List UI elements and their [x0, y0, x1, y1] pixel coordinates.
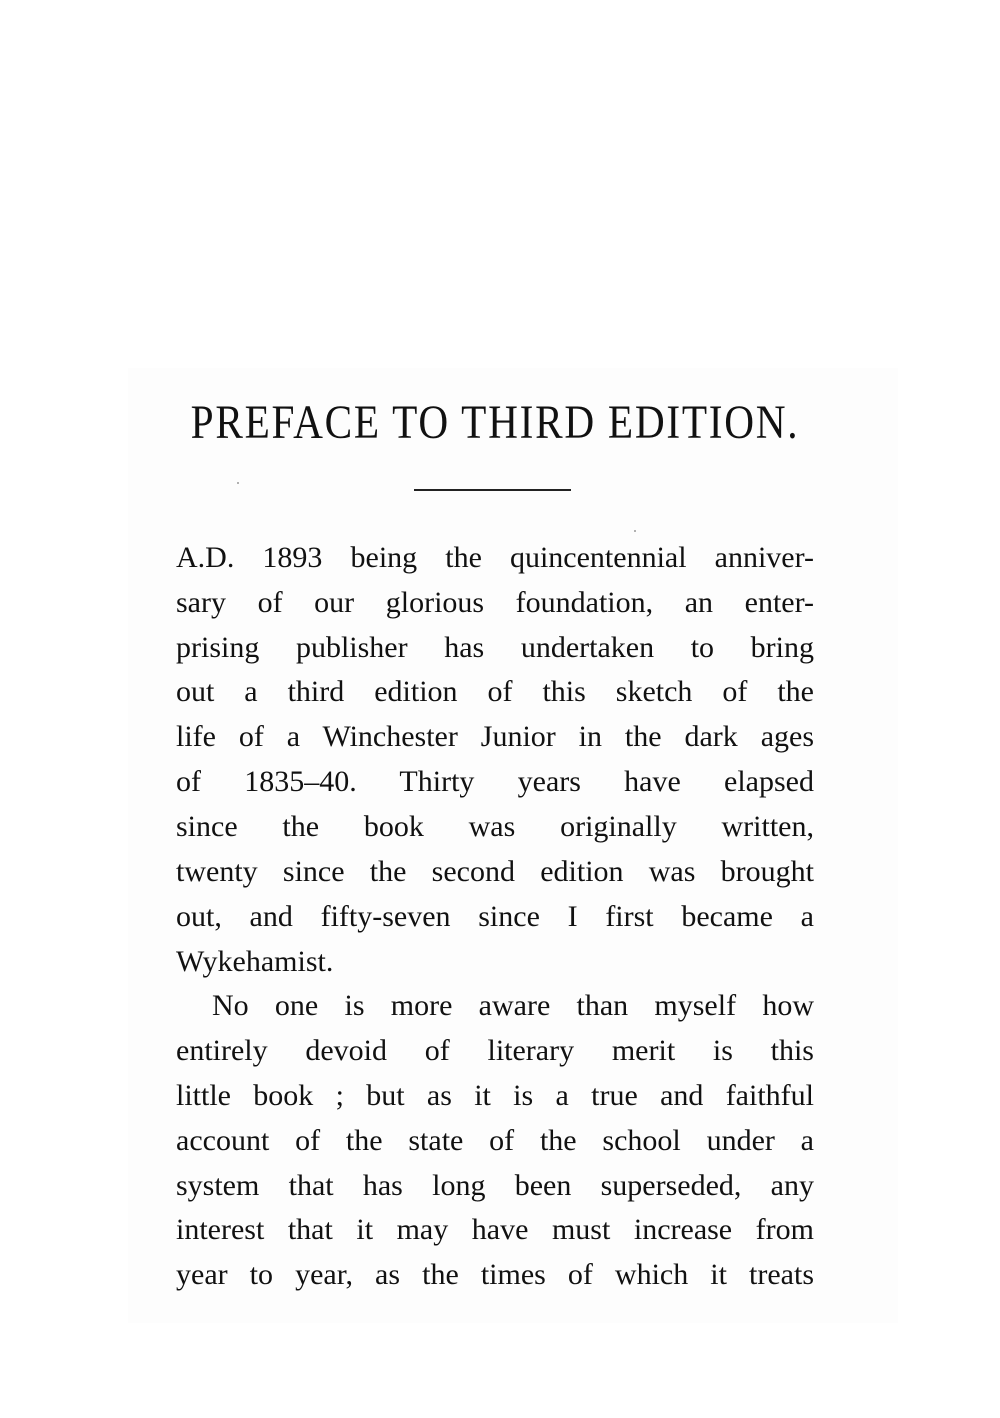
- paragraph-2-line-3: little book ; but as it is a true and faithful: [176, 1079, 814, 1112]
- paragraph-2-line-7: year to year, as the times of which it treats: [176, 1258, 814, 1291]
- paragraph-2-line-1: No one is more aware than myself how: [212, 989, 814, 1022]
- paragraph-2-line-5: system that has long been superseded, any: [176, 1169, 814, 1202]
- paragraph-1-line-5: life of a Winchester Junior in the dark ages: [176, 720, 814, 753]
- paragraph-2-line-2: entirely devoid of literary merit is this: [176, 1034, 814, 1067]
- paragraph-2-line-6: interest that it may have must increase from: [176, 1213, 814, 1246]
- date-abbreviation: A.D.: [176, 541, 235, 574]
- paragraph-1-line-10: Wykehamist.: [176, 945, 334, 978]
- paragraph-1-line-9: out, and fifty-seven since I first became a: [176, 900, 814, 933]
- paragraph-1-line-3: prising publisher has undertaken to bring: [176, 631, 814, 664]
- paragraph-1-line-6: of 1835–40. Thirty years have elapsed: [176, 765, 814, 798]
- paragraph-1-line-1: [176, 536, 814, 580]
- paragraph-1-line-4: out a third edition of this sketch of the: [176, 675, 814, 708]
- scan-speck: [634, 530, 636, 532]
- paragraph-2-line-4: account of the state of the school under a: [176, 1124, 814, 1157]
- paragraph-1-line-1-text: 1893 being the quincentennial anniver-: [234, 541, 814, 574]
- paragraph-1-line-2: sary of our glorious foundation, an enter-: [176, 586, 814, 619]
- scan-speck: [237, 482, 239, 484]
- page-title: PREFACE TO THIRD EDITION.: [190, 396, 800, 449]
- paragraph-1-line-7: since the book was originally written,: [176, 810, 814, 843]
- title-divider-rule: [414, 489, 571, 491]
- paragraph-1-line-8: twenty since the second edition was brought: [176, 855, 814, 888]
